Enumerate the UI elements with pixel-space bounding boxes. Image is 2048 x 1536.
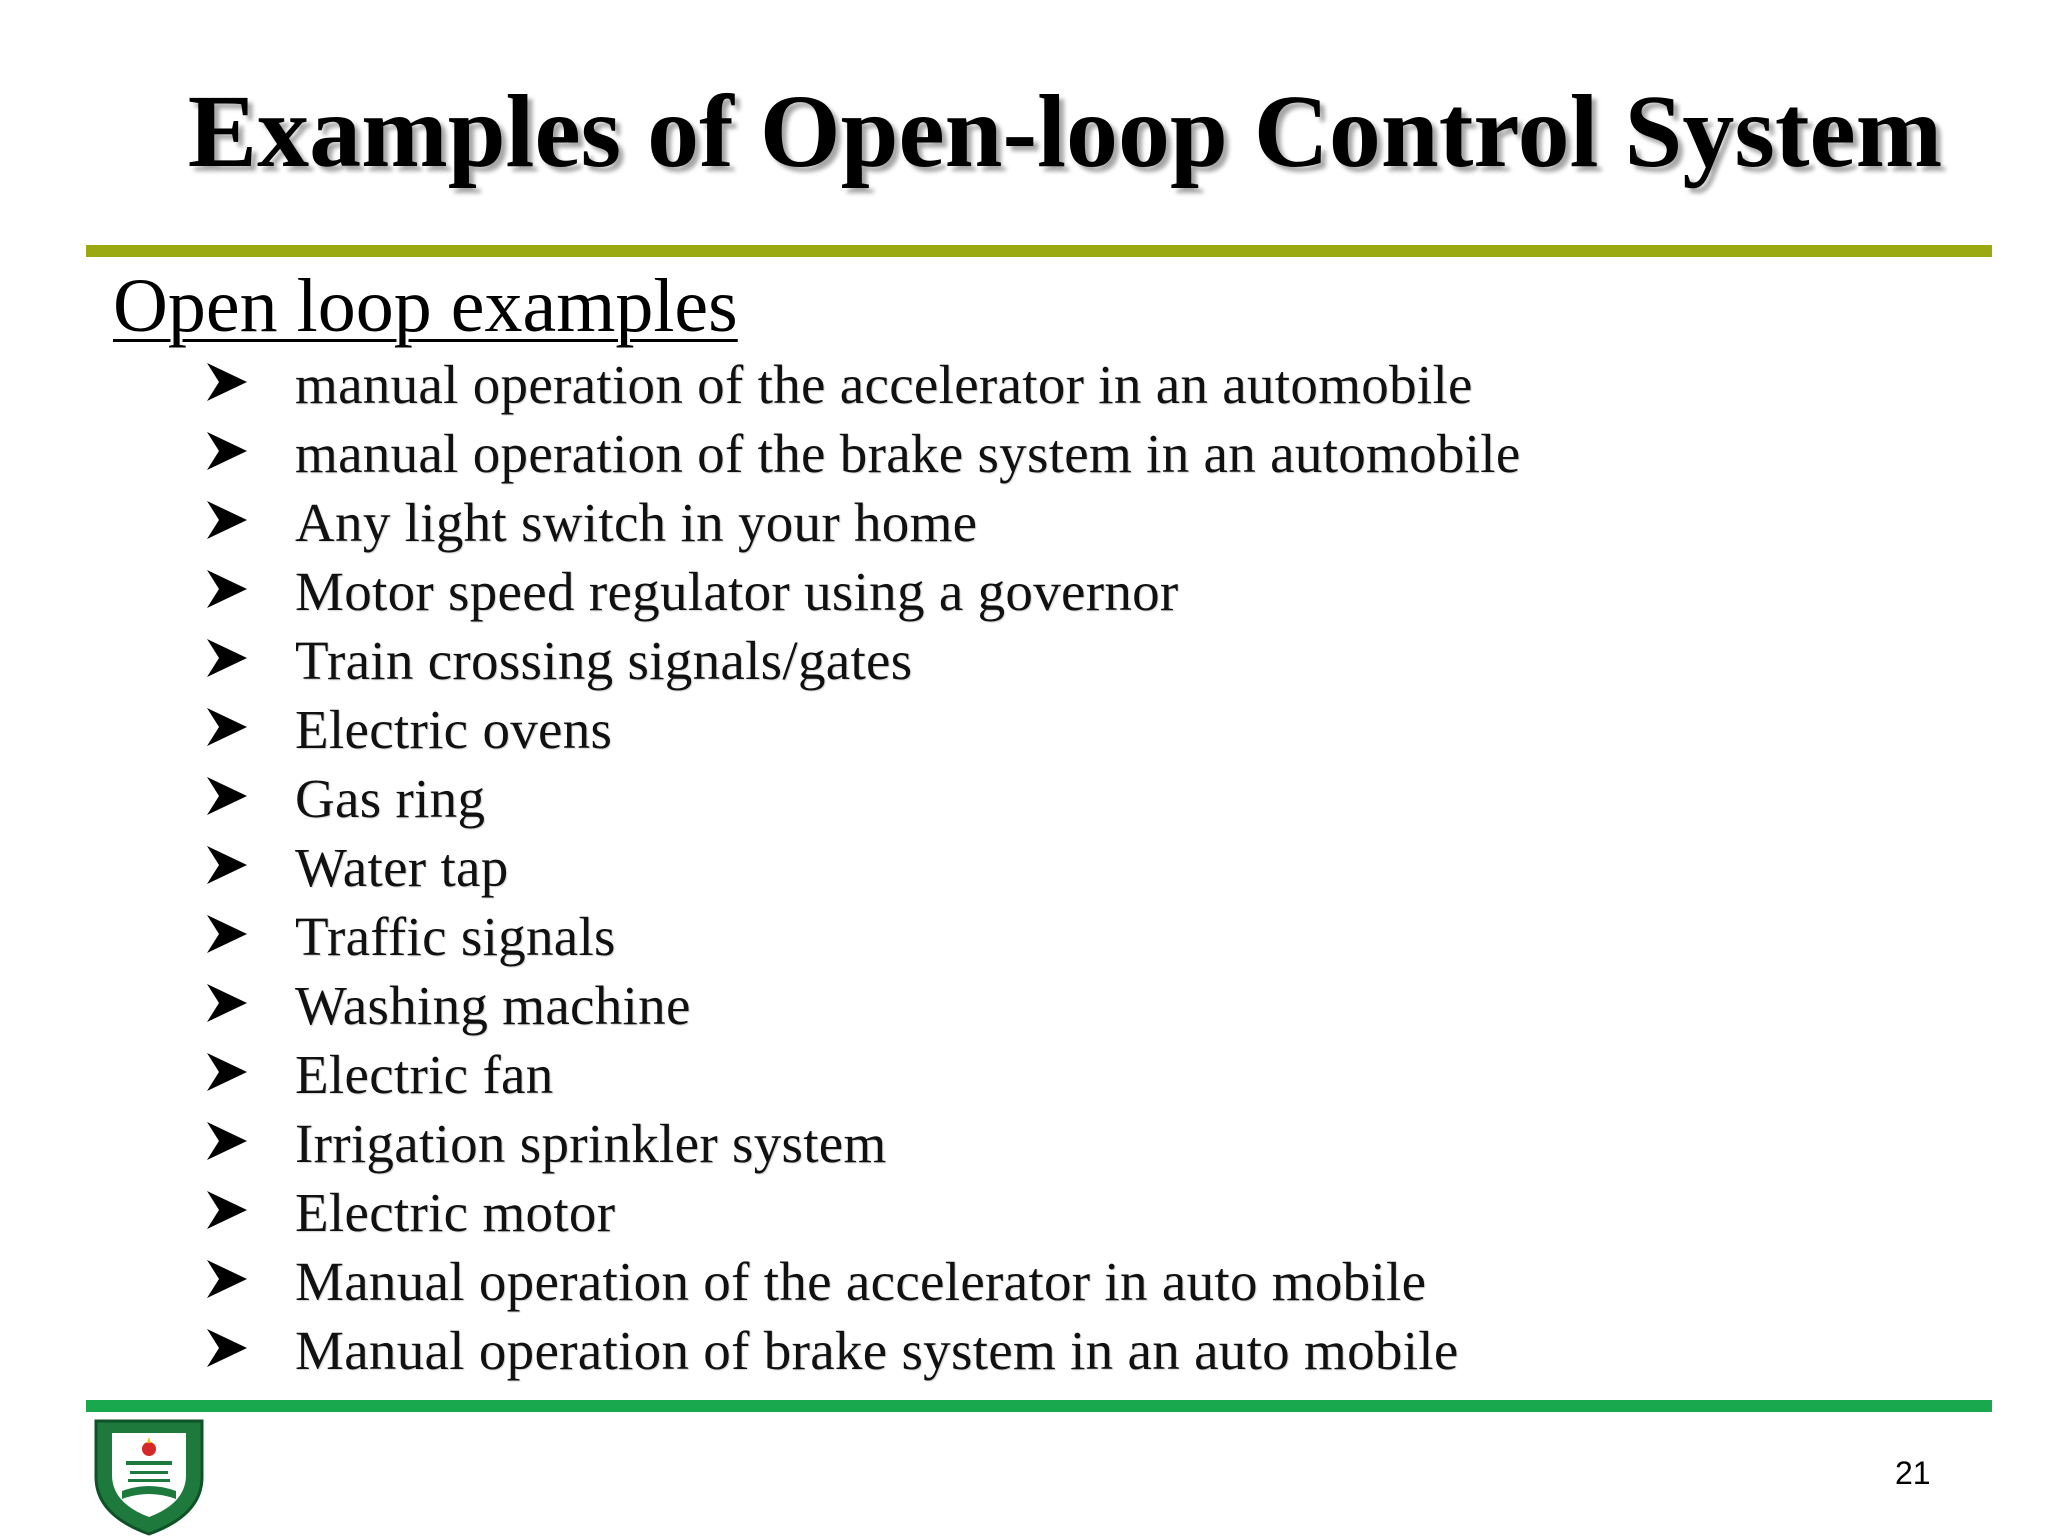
arrowhead-bullet-icon: [205, 429, 249, 473]
section-subtitle: Open loop examples: [113, 264, 738, 348]
university-crest-logo: [88, 1415, 210, 1536]
arrowhead-bullet-icon: [205, 1119, 249, 1163]
arrowhead-bullet-icon: [205, 912, 249, 956]
top-divider: [86, 245, 1992, 257]
list-item-text: Manual operation of brake system in an auto mobile: [295, 1320, 1459, 1381]
arrowhead-bullet-icon: [205, 1050, 249, 1094]
list-item-text: manual operation of the accelerator in an automobile: [295, 354, 1473, 415]
arrowhead-bullet-icon: [205, 1326, 249, 1370]
list-item-text: Irrigation sprinkler system: [295, 1113, 887, 1174]
slide-title: Examples of Open-loop Control System: [187, 74, 1943, 189]
list-item-text: Motor speed regulator using a governor: [295, 561, 1179, 622]
arrowhead-bullet-icon: [205, 843, 249, 887]
list-item-text: Traffic signals: [295, 906, 616, 967]
page-number: 21: [1895, 1455, 1931, 1491]
arrowhead-bullet-icon: [205, 498, 249, 542]
arrowhead-bullet-icon: [205, 774, 249, 818]
list-item-text: Electric fan: [295, 1044, 554, 1105]
arrowhead-bullet-icon: [205, 360, 249, 404]
arrowhead-bullet-icon: [205, 1257, 249, 1301]
arrowhead-bullet-icon: [205, 981, 249, 1025]
arrowhead-bullet-icon: [205, 636, 249, 680]
list-item-text: manual operation of the brake system in an automobile: [295, 423, 1521, 484]
list-item-text: Washing machine: [295, 975, 691, 1036]
list-item-text: Electric ovens: [295, 699, 613, 760]
bottom-divider: [86, 1400, 1992, 1412]
list-item-text: Gas ring: [295, 768, 486, 829]
list-item-text: Manual operation of the accelerator in auto mobile: [295, 1251, 1427, 1312]
arrowhead-bullet-icon: [205, 705, 249, 749]
list-item-text: Water tap: [295, 837, 509, 898]
arrowhead-bullet-icon: [205, 567, 249, 611]
arrowhead-bullet-icon: [205, 1188, 249, 1232]
list-item-text: Any light switch in your home: [295, 492, 978, 553]
list-item-text: Electric motor: [295, 1182, 616, 1243]
list-item-text: Train crossing signals/gates: [295, 630, 913, 691]
